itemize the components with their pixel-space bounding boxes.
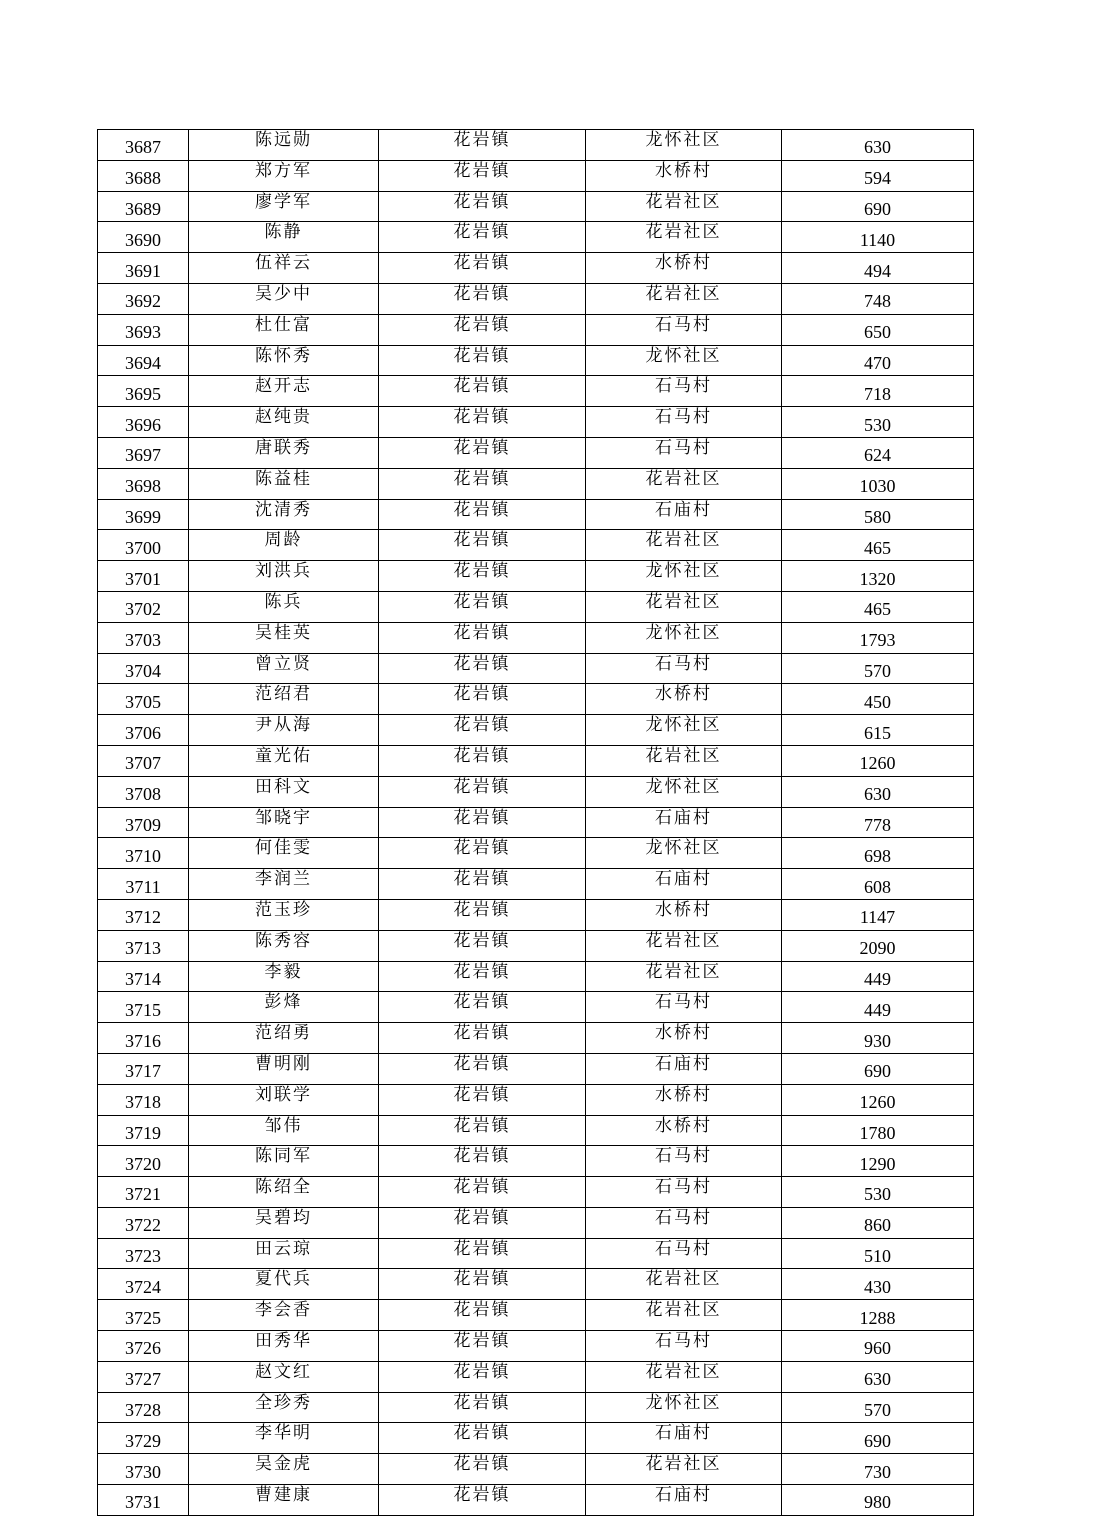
table-row bbox=[98, 345, 974, 376]
amount-cell: 1260 bbox=[782, 745, 974, 776]
table-row bbox=[98, 1300, 974, 1331]
name-cell: 陈秀容 bbox=[189, 930, 379, 961]
amount-cell: 1320 bbox=[782, 561, 974, 592]
row-number-cell: 3696 bbox=[98, 407, 189, 438]
row-number-cell: 3691 bbox=[98, 253, 189, 284]
row-number-cell: 3702 bbox=[98, 591, 189, 622]
name-cell: 郑方军 bbox=[189, 160, 379, 191]
row-number-cell: 3708 bbox=[98, 776, 189, 807]
town-cell: 花岩镇 bbox=[379, 591, 586, 622]
village-cell: 龙怀社区 bbox=[586, 561, 782, 592]
table-row bbox=[98, 684, 974, 715]
data-table bbox=[97, 129, 974, 1516]
town-cell: 花岩镇 bbox=[379, 899, 586, 930]
table-row bbox=[98, 1361, 974, 1392]
name-cell: 陈远勋 bbox=[189, 130, 379, 161]
name-cell: 赵纯贵 bbox=[189, 407, 379, 438]
row-number-cell: 3688 bbox=[98, 160, 189, 191]
table-row bbox=[98, 1485, 974, 1516]
amount-cell: 570 bbox=[782, 1392, 974, 1423]
town-cell: 花岩镇 bbox=[379, 807, 586, 838]
village-cell: 水桥村 bbox=[586, 253, 782, 284]
table-row bbox=[98, 407, 974, 438]
table-row bbox=[98, 869, 974, 900]
amount-cell: 1288 bbox=[782, 1300, 974, 1331]
table-row bbox=[98, 992, 974, 1023]
village-cell: 花岩社区 bbox=[586, 468, 782, 499]
table-body bbox=[98, 130, 974, 1516]
name-cell: 曹建康 bbox=[189, 1485, 379, 1516]
row-number-cell: 3730 bbox=[98, 1454, 189, 1485]
name-cell: 邹晓宇 bbox=[189, 807, 379, 838]
amount-cell: 1140 bbox=[782, 222, 974, 253]
village-cell: 石马村 bbox=[586, 314, 782, 345]
village-cell: 石马村 bbox=[586, 376, 782, 407]
village-cell: 花岩社区 bbox=[586, 1269, 782, 1300]
row-number-cell: 3721 bbox=[98, 1177, 189, 1208]
name-cell: 吴桂英 bbox=[189, 622, 379, 653]
village-cell: 花岩社区 bbox=[586, 1361, 782, 1392]
amount-cell: 630 bbox=[782, 130, 974, 161]
name-cell: 夏代兵 bbox=[189, 1269, 379, 1300]
town-cell: 花岩镇 bbox=[379, 407, 586, 438]
amount-cell: 630 bbox=[782, 1361, 974, 1392]
village-cell: 花岩社区 bbox=[586, 1300, 782, 1331]
table-row bbox=[98, 130, 974, 161]
name-cell: 李毅 bbox=[189, 961, 379, 992]
village-cell: 石庙村 bbox=[586, 869, 782, 900]
town-cell: 花岩镇 bbox=[379, 1361, 586, 1392]
town-cell: 花岩镇 bbox=[379, 253, 586, 284]
name-cell: 尹从海 bbox=[189, 715, 379, 746]
name-cell: 全珍秀 bbox=[189, 1392, 379, 1423]
table-row bbox=[98, 561, 974, 592]
name-cell: 范绍勇 bbox=[189, 1023, 379, 1054]
name-cell: 杜仕富 bbox=[189, 314, 379, 345]
village-cell: 石马村 bbox=[586, 1177, 782, 1208]
amount-cell: 1290 bbox=[782, 1146, 974, 1177]
row-number-cell: 3709 bbox=[98, 807, 189, 838]
name-cell: 田秀华 bbox=[189, 1331, 379, 1362]
amount-cell: 615 bbox=[782, 715, 974, 746]
town-cell: 花岩镇 bbox=[379, 684, 586, 715]
village-cell: 水桥村 bbox=[586, 1084, 782, 1115]
town-cell: 花岩镇 bbox=[379, 499, 586, 530]
table-row bbox=[98, 807, 974, 838]
row-number-cell: 3727 bbox=[98, 1361, 189, 1392]
town-cell: 花岩镇 bbox=[379, 1331, 586, 1362]
village-cell: 龙怀社区 bbox=[586, 776, 782, 807]
amount-cell: 594 bbox=[782, 160, 974, 191]
row-number-cell: 3720 bbox=[98, 1146, 189, 1177]
amount-cell: 1147 bbox=[782, 899, 974, 930]
amount-cell: 930 bbox=[782, 1023, 974, 1054]
amount-cell: 630 bbox=[782, 776, 974, 807]
table-row bbox=[98, 1115, 974, 1146]
name-cell: 范绍君 bbox=[189, 684, 379, 715]
name-cell: 唐联秀 bbox=[189, 437, 379, 468]
name-cell: 伍祥云 bbox=[189, 253, 379, 284]
amount-cell: 960 bbox=[782, 1331, 974, 1362]
amount-cell: 860 bbox=[782, 1207, 974, 1238]
town-cell: 花岩镇 bbox=[379, 314, 586, 345]
town-cell: 花岩镇 bbox=[379, 376, 586, 407]
name-cell: 陈兵 bbox=[189, 591, 379, 622]
name-cell: 吴金虎 bbox=[189, 1454, 379, 1485]
row-number-cell: 3690 bbox=[98, 222, 189, 253]
name-cell: 赵文红 bbox=[189, 1361, 379, 1392]
town-cell: 花岩镇 bbox=[379, 561, 586, 592]
amount-cell: 650 bbox=[782, 314, 974, 345]
village-cell: 花岩社区 bbox=[586, 591, 782, 622]
name-cell: 李会香 bbox=[189, 1300, 379, 1331]
table-row bbox=[98, 1423, 974, 1454]
town-cell: 花岩镇 bbox=[379, 745, 586, 776]
row-number-cell: 3713 bbox=[98, 930, 189, 961]
amount-cell: 494 bbox=[782, 253, 974, 284]
village-cell: 花岩社区 bbox=[586, 961, 782, 992]
town-cell: 花岩镇 bbox=[379, 1177, 586, 1208]
village-cell: 水桥村 bbox=[586, 160, 782, 191]
town-cell: 花岩镇 bbox=[379, 160, 586, 191]
name-cell: 曾立贤 bbox=[189, 653, 379, 684]
village-cell: 花岩社区 bbox=[586, 930, 782, 961]
amount-cell: 624 bbox=[782, 437, 974, 468]
town-cell: 花岩镇 bbox=[379, 191, 586, 222]
row-number-cell: 3692 bbox=[98, 283, 189, 314]
table-row bbox=[98, 314, 974, 345]
town-cell: 花岩镇 bbox=[379, 437, 586, 468]
row-number-cell: 3697 bbox=[98, 437, 189, 468]
town-cell: 花岩镇 bbox=[379, 222, 586, 253]
town-cell: 花岩镇 bbox=[379, 1238, 586, 1269]
row-number-cell: 3710 bbox=[98, 838, 189, 869]
amount-cell: 698 bbox=[782, 838, 974, 869]
town-cell: 花岩镇 bbox=[379, 622, 586, 653]
village-cell: 龙怀社区 bbox=[586, 345, 782, 376]
name-cell: 沈清秀 bbox=[189, 499, 379, 530]
village-cell: 石马村 bbox=[586, 407, 782, 438]
amount-cell: 470 bbox=[782, 345, 974, 376]
row-number-cell: 3723 bbox=[98, 1238, 189, 1269]
village-cell: 花岩社区 bbox=[586, 191, 782, 222]
table-row bbox=[98, 1454, 974, 1485]
town-cell: 花岩镇 bbox=[379, 1269, 586, 1300]
table-row bbox=[98, 253, 974, 284]
amount-cell: 465 bbox=[782, 591, 974, 622]
table-row bbox=[98, 191, 974, 222]
row-number-cell: 3701 bbox=[98, 561, 189, 592]
name-cell: 范玉珍 bbox=[189, 899, 379, 930]
town-cell: 花岩镇 bbox=[379, 1023, 586, 1054]
town-cell: 花岩镇 bbox=[379, 468, 586, 499]
village-cell: 石庙村 bbox=[586, 1485, 782, 1516]
row-number-cell: 3704 bbox=[98, 653, 189, 684]
name-cell: 周龄 bbox=[189, 530, 379, 561]
table-row bbox=[98, 622, 974, 653]
town-cell: 花岩镇 bbox=[379, 992, 586, 1023]
amount-cell: 1793 bbox=[782, 622, 974, 653]
town-cell: 花岩镇 bbox=[379, 1423, 586, 1454]
village-cell: 水桥村 bbox=[586, 1023, 782, 1054]
village-cell: 石马村 bbox=[586, 1207, 782, 1238]
table-row bbox=[98, 961, 974, 992]
row-number-cell: 3716 bbox=[98, 1023, 189, 1054]
name-cell: 陈绍全 bbox=[189, 1177, 379, 1208]
name-cell: 廖学军 bbox=[189, 191, 379, 222]
village-cell: 石马村 bbox=[586, 1238, 782, 1269]
amount-cell: 465 bbox=[782, 530, 974, 561]
name-cell: 赵开志 bbox=[189, 376, 379, 407]
row-number-cell: 3694 bbox=[98, 345, 189, 376]
town-cell: 花岩镇 bbox=[379, 1392, 586, 1423]
town-cell: 花岩镇 bbox=[379, 869, 586, 900]
village-cell: 石庙村 bbox=[586, 807, 782, 838]
row-number-cell: 3717 bbox=[98, 1053, 189, 1084]
amount-cell: 718 bbox=[782, 376, 974, 407]
row-number-cell: 3729 bbox=[98, 1423, 189, 1454]
name-cell: 曹明刚 bbox=[189, 1053, 379, 1084]
town-cell: 花岩镇 bbox=[379, 776, 586, 807]
amount-cell: 690 bbox=[782, 1423, 974, 1454]
village-cell: 花岩社区 bbox=[586, 530, 782, 561]
table-row bbox=[98, 930, 974, 961]
village-cell: 水桥村 bbox=[586, 1115, 782, 1146]
amount-cell: 608 bbox=[782, 869, 974, 900]
table-row bbox=[98, 653, 974, 684]
town-cell: 花岩镇 bbox=[379, 1207, 586, 1238]
row-number-cell: 3714 bbox=[98, 961, 189, 992]
row-number-cell: 3707 bbox=[98, 745, 189, 776]
name-cell: 吴碧均 bbox=[189, 1207, 379, 1238]
table-row bbox=[98, 376, 974, 407]
table-row bbox=[98, 437, 974, 468]
town-cell: 花岩镇 bbox=[379, 345, 586, 376]
table-row bbox=[98, 1084, 974, 1115]
amount-cell: 730 bbox=[782, 1454, 974, 1485]
name-cell: 彭烽 bbox=[189, 992, 379, 1023]
village-cell: 花岩社区 bbox=[586, 222, 782, 253]
table-row bbox=[98, 591, 974, 622]
town-cell: 花岩镇 bbox=[379, 1300, 586, 1331]
name-cell: 何佳雯 bbox=[189, 838, 379, 869]
row-number-cell: 3722 bbox=[98, 1207, 189, 1238]
table-row bbox=[98, 160, 974, 191]
village-cell: 石马村 bbox=[586, 437, 782, 468]
row-number-cell: 3700 bbox=[98, 530, 189, 561]
village-cell: 石庙村 bbox=[586, 499, 782, 530]
amount-cell: 690 bbox=[782, 191, 974, 222]
name-cell: 吴少中 bbox=[189, 283, 379, 314]
table-row bbox=[98, 1146, 974, 1177]
table-row bbox=[98, 1392, 974, 1423]
row-number-cell: 3703 bbox=[98, 622, 189, 653]
amount-cell: 530 bbox=[782, 1177, 974, 1208]
town-cell: 花岩镇 bbox=[379, 1115, 586, 1146]
row-number-cell: 3726 bbox=[98, 1331, 189, 1362]
amount-cell: 570 bbox=[782, 653, 974, 684]
village-cell: 龙怀社区 bbox=[586, 715, 782, 746]
row-number-cell: 3719 bbox=[98, 1115, 189, 1146]
row-number-cell: 3687 bbox=[98, 130, 189, 161]
village-cell: 石马村 bbox=[586, 1331, 782, 1362]
town-cell: 花岩镇 bbox=[379, 930, 586, 961]
village-cell: 水桥村 bbox=[586, 684, 782, 715]
row-number-cell: 3725 bbox=[98, 1300, 189, 1331]
table-row bbox=[98, 1207, 974, 1238]
village-cell: 龙怀社区 bbox=[586, 838, 782, 869]
row-number-cell: 3718 bbox=[98, 1084, 189, 1115]
row-number-cell: 3724 bbox=[98, 1269, 189, 1300]
table-row bbox=[98, 715, 974, 746]
name-cell: 李华明 bbox=[189, 1423, 379, 1454]
name-cell: 刘联学 bbox=[189, 1084, 379, 1115]
name-cell: 陈益桂 bbox=[189, 468, 379, 499]
amount-cell: 510 bbox=[782, 1238, 974, 1269]
town-cell: 花岩镇 bbox=[379, 530, 586, 561]
village-cell: 石庙村 bbox=[586, 1053, 782, 1084]
table-row bbox=[98, 283, 974, 314]
village-cell: 水桥村 bbox=[586, 899, 782, 930]
amount-cell: 449 bbox=[782, 961, 974, 992]
village-cell: 石马村 bbox=[586, 1146, 782, 1177]
amount-cell: 980 bbox=[782, 1485, 974, 1516]
name-cell: 陈怀秀 bbox=[189, 345, 379, 376]
row-number-cell: 3698 bbox=[98, 468, 189, 499]
town-cell: 花岩镇 bbox=[379, 838, 586, 869]
table-row bbox=[98, 745, 974, 776]
village-cell: 花岩社区 bbox=[586, 283, 782, 314]
amount-cell: 690 bbox=[782, 1053, 974, 1084]
village-cell: 花岩社区 bbox=[586, 745, 782, 776]
name-cell: 田科文 bbox=[189, 776, 379, 807]
row-number-cell: 3706 bbox=[98, 715, 189, 746]
name-cell: 田云琼 bbox=[189, 1238, 379, 1269]
row-number-cell: 3695 bbox=[98, 376, 189, 407]
town-cell: 花岩镇 bbox=[379, 961, 586, 992]
town-cell: 花岩镇 bbox=[379, 1053, 586, 1084]
row-number-cell: 3715 bbox=[98, 992, 189, 1023]
table-row bbox=[98, 1269, 974, 1300]
amount-cell: 580 bbox=[782, 499, 974, 530]
village-cell: 龙怀社区 bbox=[586, 130, 782, 161]
name-cell: 陈同军 bbox=[189, 1146, 379, 1177]
amount-cell: 430 bbox=[782, 1269, 974, 1300]
town-cell: 花岩镇 bbox=[379, 283, 586, 314]
village-cell: 龙怀社区 bbox=[586, 1392, 782, 1423]
amount-cell: 1260 bbox=[782, 1084, 974, 1115]
table-row bbox=[98, 1331, 974, 1362]
village-cell: 石庙村 bbox=[586, 1423, 782, 1454]
amount-cell: 778 bbox=[782, 807, 974, 838]
amount-cell: 530 bbox=[782, 407, 974, 438]
table-row bbox=[98, 530, 974, 561]
row-number-cell: 3728 bbox=[98, 1392, 189, 1423]
row-number-cell: 3699 bbox=[98, 499, 189, 530]
town-cell: 花岩镇 bbox=[379, 1084, 586, 1115]
table-row bbox=[98, 838, 974, 869]
village-cell: 龙怀社区 bbox=[586, 622, 782, 653]
village-cell: 花岩社区 bbox=[586, 1454, 782, 1485]
row-number-cell: 3731 bbox=[98, 1485, 189, 1516]
table-row bbox=[98, 1177, 974, 1208]
table-row bbox=[98, 1238, 974, 1269]
name-cell: 陈静 bbox=[189, 222, 379, 253]
table-row bbox=[98, 1053, 974, 1084]
table-row bbox=[98, 776, 974, 807]
amount-cell: 2090 bbox=[782, 930, 974, 961]
table-row bbox=[98, 468, 974, 499]
town-cell: 花岩镇 bbox=[379, 715, 586, 746]
row-number-cell: 3693 bbox=[98, 314, 189, 345]
amount-cell: 450 bbox=[782, 684, 974, 715]
town-cell: 花岩镇 bbox=[379, 1146, 586, 1177]
row-number-cell: 3712 bbox=[98, 899, 189, 930]
name-cell: 刘洪兵 bbox=[189, 561, 379, 592]
amount-cell: 1780 bbox=[782, 1115, 974, 1146]
village-cell: 石马村 bbox=[586, 653, 782, 684]
table-row bbox=[98, 222, 974, 253]
name-cell: 李润兰 bbox=[189, 869, 379, 900]
row-number-cell: 3705 bbox=[98, 684, 189, 715]
town-cell: 花岩镇 bbox=[379, 653, 586, 684]
town-cell: 花岩镇 bbox=[379, 1485, 586, 1516]
amount-cell: 449 bbox=[782, 992, 974, 1023]
table-row bbox=[98, 899, 974, 930]
name-cell: 邹伟 bbox=[189, 1115, 379, 1146]
row-number-cell: 3689 bbox=[98, 191, 189, 222]
table-row bbox=[98, 499, 974, 530]
row-number-cell: 3711 bbox=[98, 869, 189, 900]
name-cell: 童光佑 bbox=[189, 745, 379, 776]
table-row bbox=[98, 1023, 974, 1054]
amount-cell: 1030 bbox=[782, 468, 974, 499]
town-cell: 花岩镇 bbox=[379, 130, 586, 161]
amount-cell: 748 bbox=[782, 283, 974, 314]
town-cell: 花岩镇 bbox=[379, 1454, 586, 1485]
village-cell: 石马村 bbox=[586, 992, 782, 1023]
